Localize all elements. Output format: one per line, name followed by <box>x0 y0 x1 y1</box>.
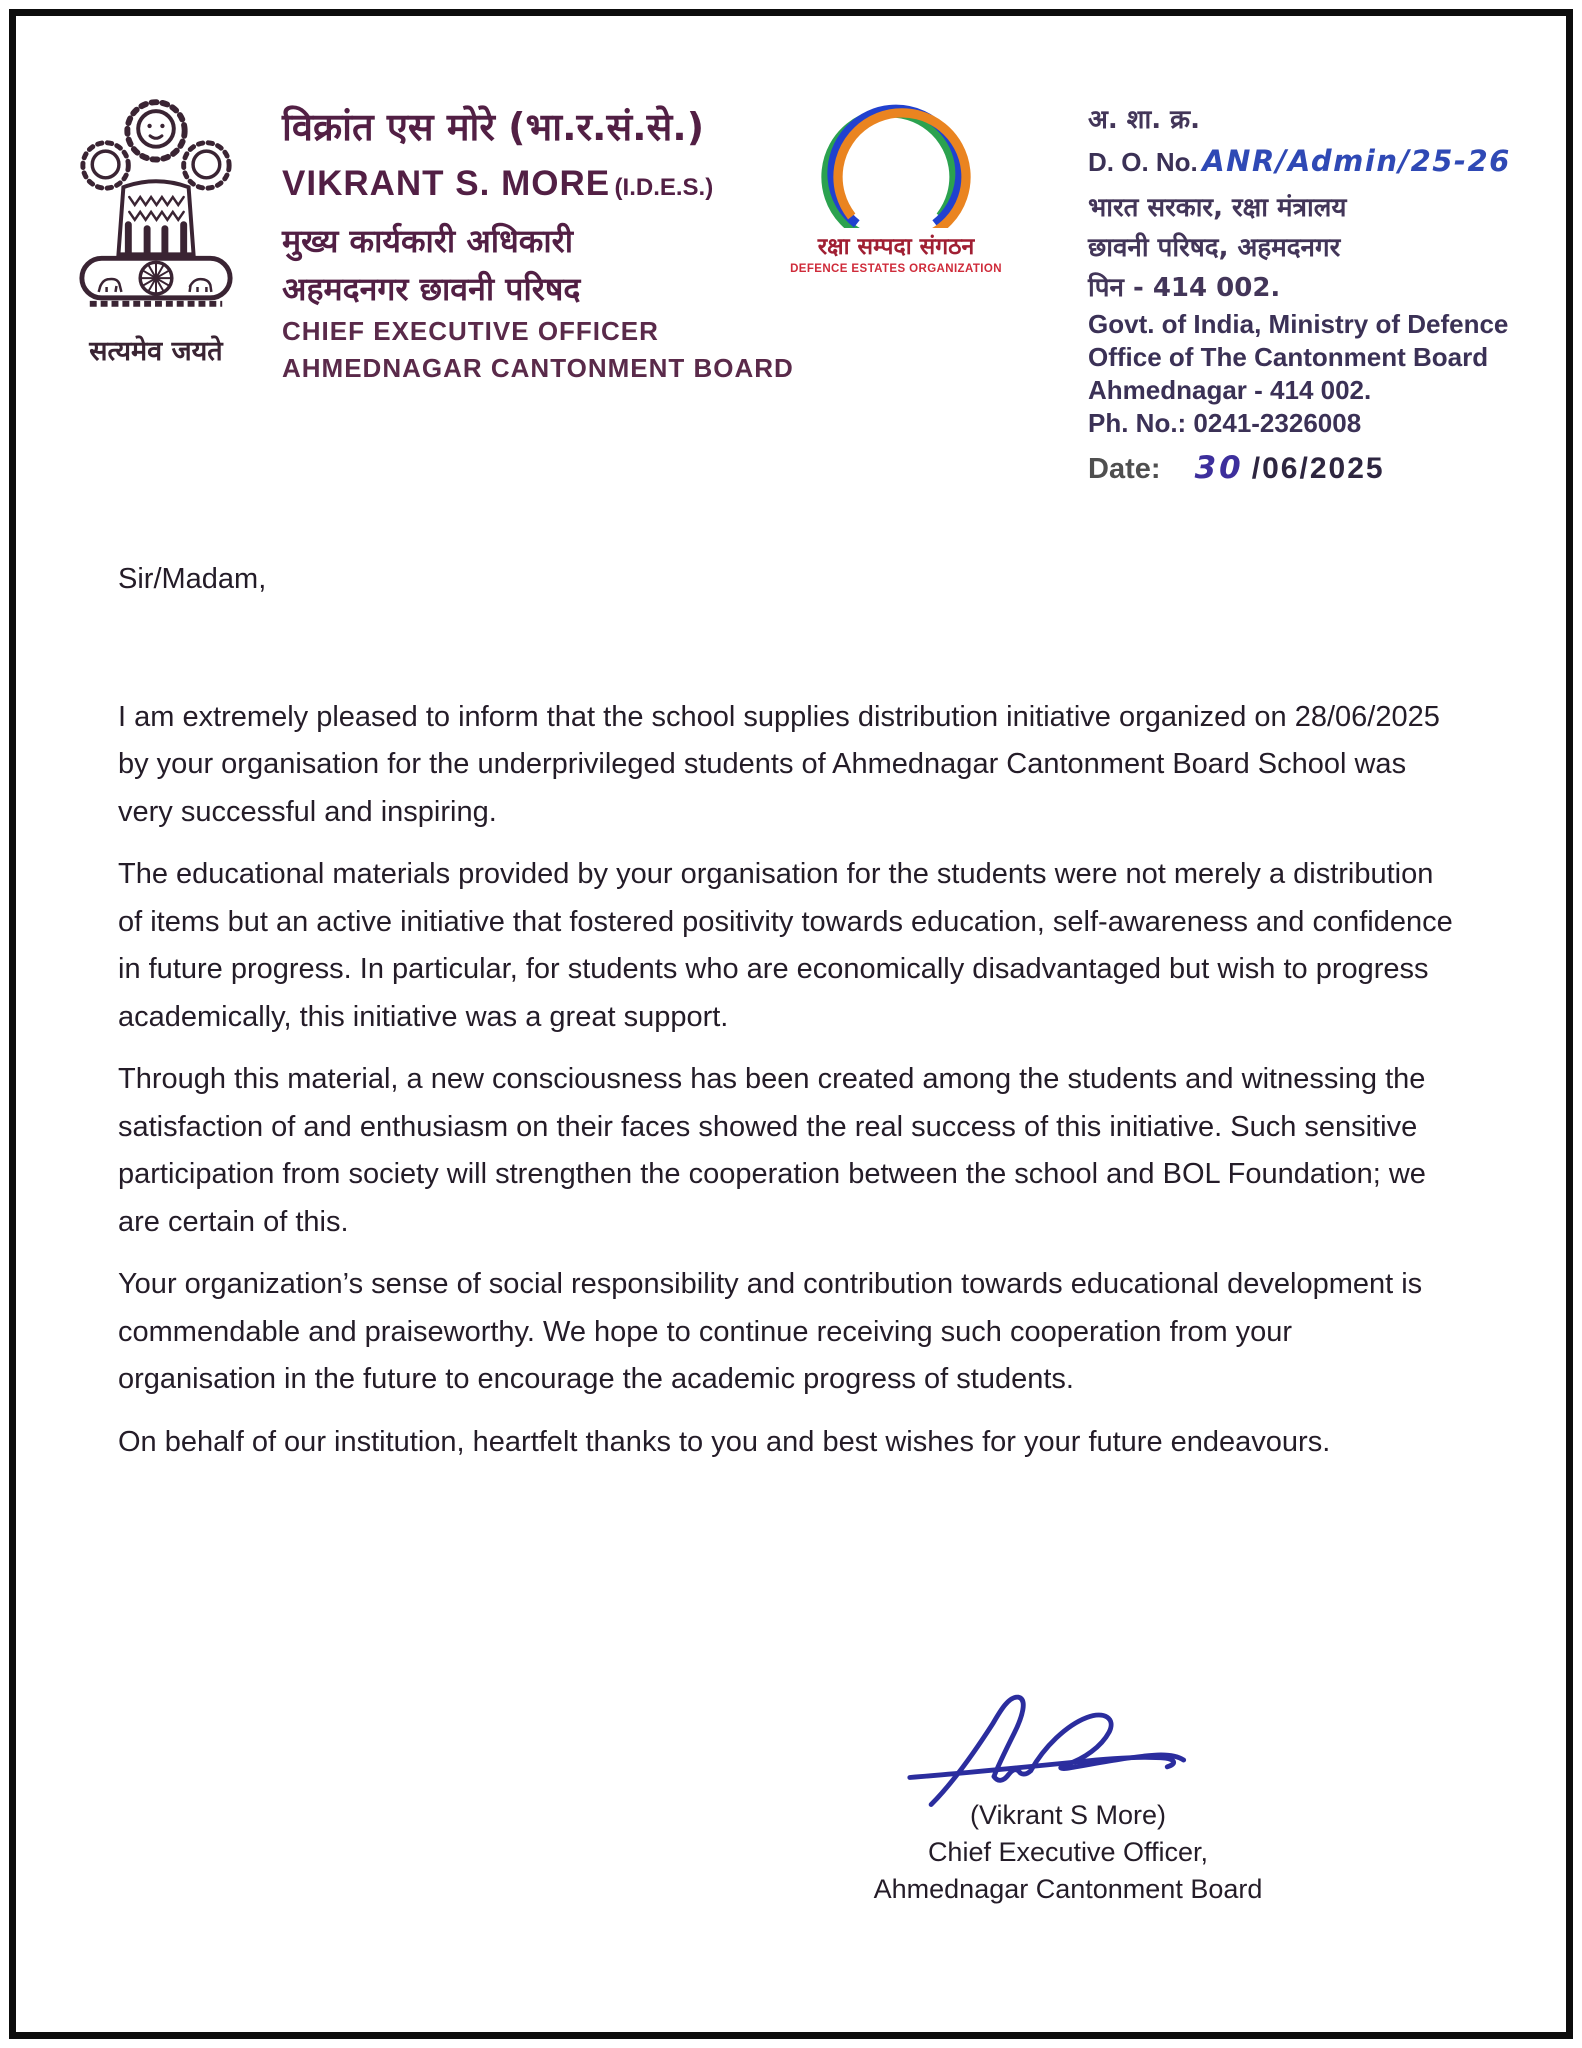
signatory-title: Chief Executive Officer, <box>927 1837 1209 1867</box>
signatory-name: (Vikrant S More) <box>969 1800 1167 1830</box>
phone-line: Ph. No.: 0241-2326008 <box>1088 408 1362 438</box>
do-number-line <box>1088 140 1528 188</box>
officer-org-hindi: अहमदनगर छावनी परिषद <box>282 270 581 308</box>
deo-name-hindi: रक्षा सम्पदा संगठन <box>817 234 975 260</box>
defence-estates-organization-logo <box>782 100 1010 277</box>
officer-title-hindi: मुख्य कार्यकारी अधिकारी <box>282 222 574 260</box>
pin-line-hindi: पिन - 414 002. <box>1088 273 1281 303</box>
do-number-label: D. O. No. <box>1088 147 1198 177</box>
officer-service-suffix: (I.D.E.S.) <box>614 174 714 201</box>
date-line <box>1088 446 1528 491</box>
signature-block <box>765 1686 1371 1908</box>
govt-line-hindi: भारत सरकार, रक्षा मंत्रालय <box>1088 193 1347 223</box>
date-label: Date: <box>1088 453 1161 485</box>
office-line-english: Office of The Cantonment Board <box>1088 342 1489 372</box>
officer-name-hindi: विक्रांत एस मोरे (भा.र.सं.से.) <box>282 105 705 149</box>
paragraph-2: The educational materials provided by your organisation for the students were not merely a distribution of items but an active initiative that fostered positivity towards education, self-awareness and confidence in future progress. In particular, for students who are economically disadvantaged but wish to progress academically, this initiative was a great support. <box>118 858 1453 1033</box>
date-day-handwritten: 30 <box>1194 450 1244 486</box>
board-line-hindi: छावनी परिषद, अहमदनगर <box>1088 233 1341 263</box>
officer-org-english: AHMEDNAGAR CANTONMENT BOARD <box>282 353 794 383</box>
handwritten-signature-icon <box>904 1686 1204 1813</box>
do-number-handwritten-value: ANR/Admin/25-26 <box>1202 144 1511 178</box>
office-address-block <box>1088 100 1528 491</box>
city-line-english: Ahmednagar - 414 002. <box>1088 375 1372 405</box>
paragraph-1: I am extremely pleased to inform that the school supplies distribution initiative organized on 28/06/2025 by your organisation for the underprivileged students of Ahmednagar Cantonment Board School was very successful and inspiring. <box>118 700 1440 828</box>
paragraph-4: Your organization’s sense of social responsibility and contribution towards educational development is commendable and praiseworthy. We hope to continue receiving such cooperation from your organisation in the future to encourage the academic progress of students. <box>118 1268 1423 1395</box>
officer-title-english: CHIEF EXECUTIVE OFFICER <box>282 316 659 346</box>
letter-body <box>118 556 1454 1481</box>
officer-name-english <box>282 158 794 217</box>
deo-name-english: DEFENCE ESTATES ORGANIZATION <box>790 263 1002 275</box>
date-month-year: /06/2025 <box>1251 452 1385 485</box>
officer-name: VIKRANT S. MORE <box>282 164 611 203</box>
officer-letterhead-block <box>282 96 794 387</box>
salutation: Sir/Madam, <box>118 563 267 595</box>
national-emblem-block <box>70 84 242 368</box>
paragraph-3: Through this material, a new consciousness has been created among the students and witnessing the satisfaction of and enthusiasm on their faces showed the real success of this initiative. Such sensitive participation from society will strengthen the cooperation between the school and BOL Foundation; we are certain of this. <box>118 1063 1426 1238</box>
emblem-motto: सत्यमेव जयते <box>89 336 223 367</box>
ref-label-hindi: अ. शा. क्र. <box>1088 105 1200 135</box>
ashoka-emblem-icon <box>72 309 240 326</box>
paragraph-5: On behalf of our institution, heartfelt thanks to you and best wishes for your future endeavours. <box>118 1425 1331 1458</box>
deo-arcs-icon <box>782 215 1010 232</box>
govt-line-english: Govt. of India, Ministry of Defence <box>1088 309 1509 339</box>
signatory-organization: Ahmednagar Cantonment Board <box>873 1874 1263 1904</box>
